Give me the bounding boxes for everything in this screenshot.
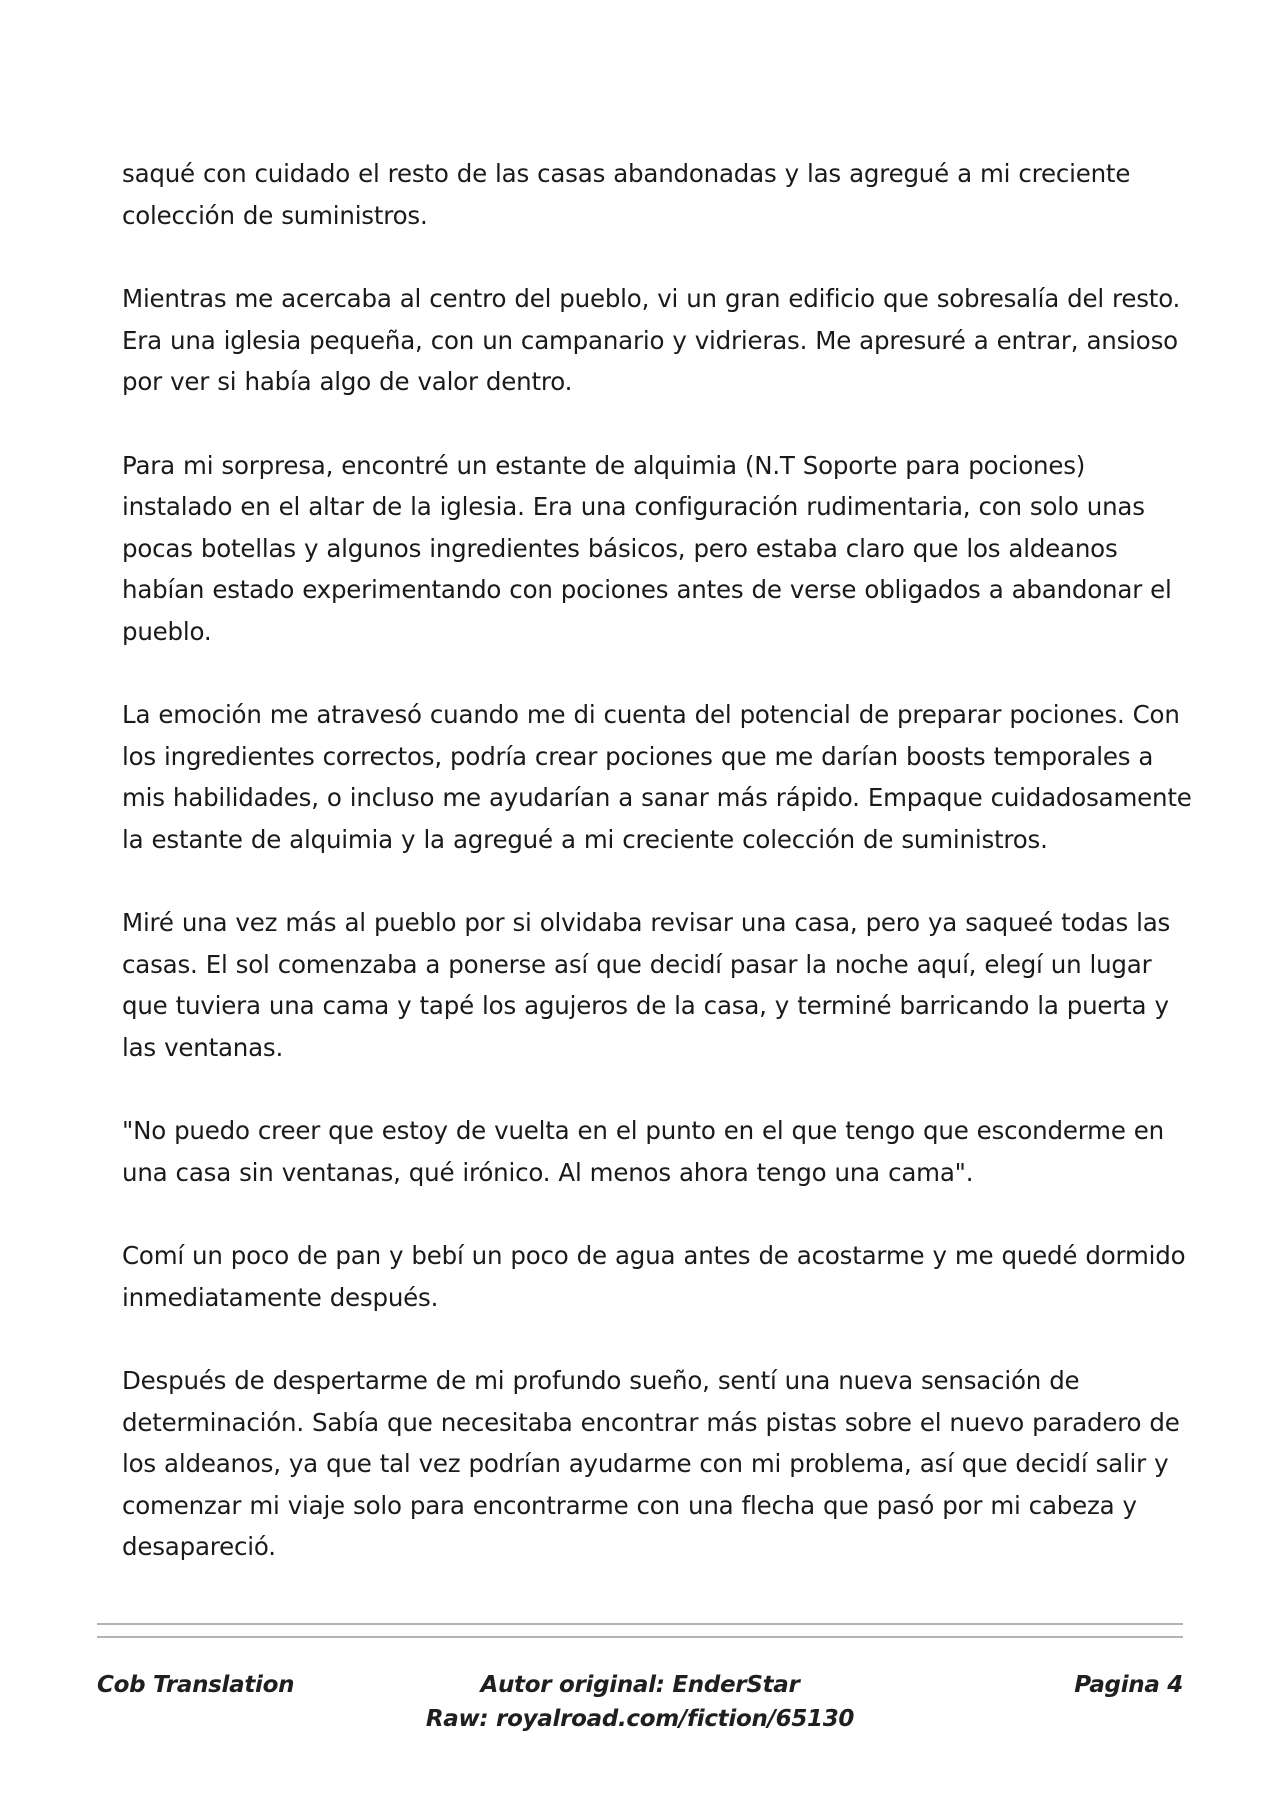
footer-page-number: Pagina 4 (1074, 1672, 1183, 1698)
paragraph: Después de despertarme de mi profundo sueño, sentí una nueva sensación de determinación. Sabía que necesitaba encontrar más pistas sobre el nuevo paradero de los aldeanos, ya que tal vez podrían ayudarme con mi problema, así que decidí salir y comenzar mi viaje solo para encontrarme con una flecha que pasó por mi cabeza y desapareció. (122, 1366, 1180, 1561)
paragraph: "No puedo creer que estoy de vuelta en el punto en el que tengo que esconderme en una casa sin ventanas, qué irónico. Al menos ahora tengo una cama". (122, 1116, 1164, 1187)
footer-raw-source: Raw: royalroad.com/fiction/65130 (425, 1706, 855, 1732)
paragraph: Mientras me acercaba al centro del pueblo, vi un gran edificio que sobresalía del resto. Era una iglesia pequeña, con un campanario y vidrieras. Me apresuré a entrar, ansioso por ver si había algo de valor dentro. (122, 284, 1181, 396)
paragraph: Miré una vez más al pueblo por si olvidaba revisar una casa, pero ya saqueé todas las casas. El sol comenzaba a ponerse así que decidí pasar la noche aquí, elegí un lugar que tuviera una cama y tapé los agujeros de la casa, y terminé barricando la puerta y las ventanas. (122, 908, 1171, 1062)
footer-translator: Cob Translation (97, 1672, 295, 1698)
document-body (122, 153, 1202, 1610)
footer-author: Autor original: EnderStar (480, 1672, 800, 1698)
paragraph: saqué con cuidado el resto de las casas abandonadas y las agregué a mi creciente colección de suministros. (122, 159, 1131, 230)
footer-divider-top (97, 1623, 1183, 1625)
paragraph: Para mi sorpresa, encontré un estante de alquimia (N.T Soporte para pociones) instalado en el altar de la iglesia. Era una configuración rudimentaria, con solo unas pocas botellas y algunos ingredientes básicos, pero estaba claro que los aldeanos habían estado experimentando con pociones antes de verse obligados a abandonar el pueblo. (122, 450, 1172, 646)
paragraph: La emoción me atravesó cuando me di cuenta del potencial de preparar pociones. Con los ingredientes correctos, podría crear pociones que me darían boosts temporales a mis habilidades, o incluso me ayudarían a sanar más rápido. Empaque cuidadosamente la estante de alquimia y la agregué a mi creciente colección de suministros. (122, 700, 1192, 854)
footer-divider-bottom (97, 1636, 1183, 1638)
paragraph: Comí un poco de pan y bebí un poco de agua antes de acostarme y me quedé dormido inmediatamente después. (122, 1241, 1186, 1312)
